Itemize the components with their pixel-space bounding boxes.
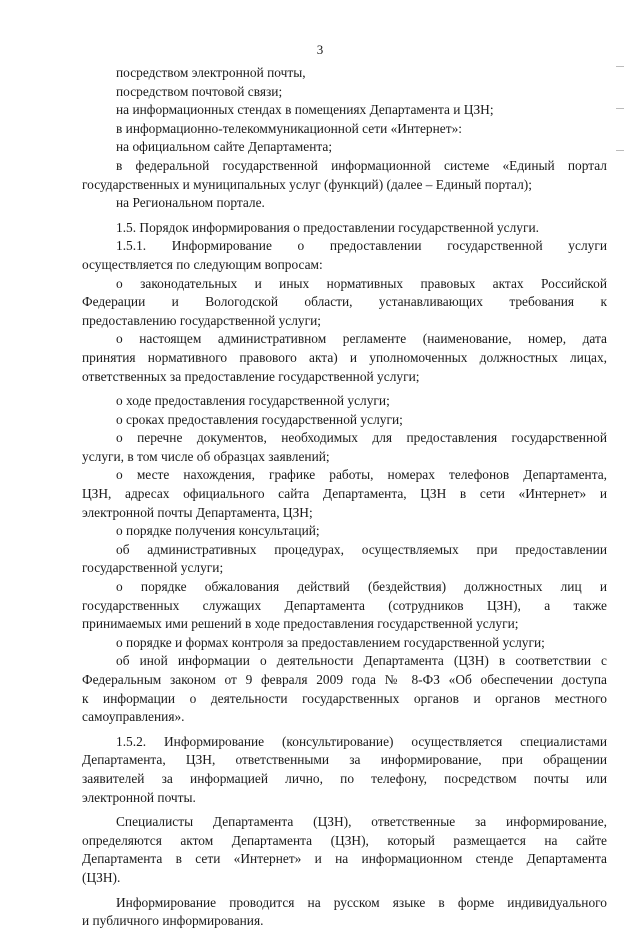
text-line: и публичного информирования.	[82, 913, 264, 929]
text-line: к информации о деятельности государственных органов и органов местного	[82, 690, 607, 706]
paragraph	[82, 894, 607, 931]
text-line: об иной информации о деятельности Департамента (ЦЗН) в соответствии с	[116, 653, 607, 669]
text-line: государственных и муниципальных услуг (функций) (далее – Единый портал);	[82, 176, 532, 192]
text-line: о порядке получения консультаций;	[116, 523, 320, 539]
text-line: на Региональном портале.	[116, 195, 265, 211]
text-line: 1.5.1. Информирование о предоставлении государственной услуги	[116, 238, 607, 254]
text-line: о законодательных и иных нормативных правовых актах Российской	[116, 275, 607, 291]
page-number: 3	[316, 42, 324, 57]
text-line: электронной почты.	[82, 789, 196, 805]
document-body	[82, 64, 607, 931]
paragraph	[82, 237, 607, 274]
text-line: Департамента в сети «Интернет» и на информационном стенде Департамента	[82, 851, 607, 867]
paragraph	[82, 157, 607, 194]
paragraph	[82, 522, 607, 541]
text-line: в федеральной государственной информационной системе «Единый портал	[116, 157, 607, 173]
paragraph	[82, 330, 607, 386]
text-line: определяются актом Департамента (ЦЗН), который размещается на сайте	[82, 832, 607, 848]
scan-artifact	[616, 108, 624, 109]
paragraph	[82, 392, 607, 411]
text-line: на официальном сайте Департамента;	[116, 139, 333, 155]
text-line: Специалисты Департамента (ЦЗН), ответственные за информирование,	[116, 814, 607, 830]
text-line: Федеральным законом от 9 февраля 2009 года № 8-ФЗ «Об обеспечении доступа	[82, 672, 607, 687]
paragraph	[82, 634, 607, 653]
paragraph	[82, 733, 607, 807]
text-line: услуги, в том числе об образцах заявлений;	[82, 448, 330, 464]
text-line: осуществляется по следующим вопросам:	[82, 256, 323, 272]
paragraph	[82, 83, 607, 102]
text-line: принятия нормативного правового акта) и уполномоченных должностных лицах,	[82, 349, 607, 365]
paragraph	[82, 64, 607, 83]
text-line: предоставлению государственной услуги;	[82, 312, 322, 328]
text-line: 1.5.2. Информирование (консультирование) осуществляется специалистами	[116, 733, 607, 749]
text-line: о ходе предоставления государственной услуги;	[116, 393, 390, 409]
text-line: государственной услуги;	[82, 560, 224, 576]
text-line: в информационно-телекоммуникационной сети «Интернет»:	[116, 120, 462, 136]
text-line: посредством электронной почты,	[116, 65, 306, 80]
paragraph	[82, 541, 607, 578]
text-line: самоуправления».	[82, 709, 185, 725]
text-line: государственных служащих Департамента (сотрудников ЦЗН), а также	[82, 597, 607, 613]
text-line: о перечне документов, необходимых для предоставления государственной	[116, 430, 607, 446]
paragraph	[82, 194, 607, 213]
text-line: электронной почты Департамента, ЦЗН;	[82, 504, 313, 520]
text-line: Федерации и Вологодской области, устанавливающих требования к	[82, 294, 607, 310]
text-line: Департамента, ЦЗН, ответственными за информирование, при обращении	[82, 752, 607, 768]
paragraph	[82, 578, 607, 634]
paragraph	[82, 138, 607, 157]
text-line: принимаемых ими решений в ходе предоставления государственной услуги;	[82, 616, 519, 632]
paragraph	[82, 411, 607, 430]
paragraph	[82, 652, 607, 726]
paragraph	[82, 466, 607, 522]
text-line: Информирование проводится на русском языке в форме индивидуального	[116, 894, 607, 910]
text-line: 1.5. Порядок информирования о предоставлении государственной услуги.	[116, 219, 540, 235]
text-line: о порядке обжалования действий (бездействия) должностных лиц и	[116, 579, 607, 595]
paragraph	[82, 813, 607, 887]
paragraph	[82, 101, 607, 120]
text-line: об административных процедурах, осуществляемых при предоставлении	[116, 541, 607, 557]
text-line: (ЦЗН).	[82, 869, 121, 885]
text-line: заявителей за информацией лично, по телефону, посредством почты или	[82, 770, 607, 786]
text-line: о месте нахождения, графике работы, номерах телефонов Департамента,	[116, 467, 607, 483]
text-line: ответственных за предоставление государственной услуги;	[82, 368, 420, 384]
paragraph	[82, 120, 607, 139]
text-line: на информационных стендах в помещениях Департамента и ЦЗН;	[116, 102, 494, 118]
text-line: о настоящем административном регламенте (наименование, номер, дата	[116, 331, 607, 347]
paragraph	[82, 275, 607, 331]
text-line: о сроках предоставления государственной услуги;	[116, 411, 403, 427]
text-line: посредством почтовой связи;	[116, 83, 283, 99]
text-line: о порядке и формах контроля за предоставлением государственной услуги;	[116, 634, 545, 650]
paragraph	[82, 429, 607, 466]
scan-artifact	[616, 66, 624, 67]
scan-artifact	[616, 150, 624, 151]
text-line: ЦЗН, адресах официального сайта Департамента, ЦЗН в сети «Интернет» и	[82, 486, 607, 502]
paragraph	[82, 219, 607, 238]
